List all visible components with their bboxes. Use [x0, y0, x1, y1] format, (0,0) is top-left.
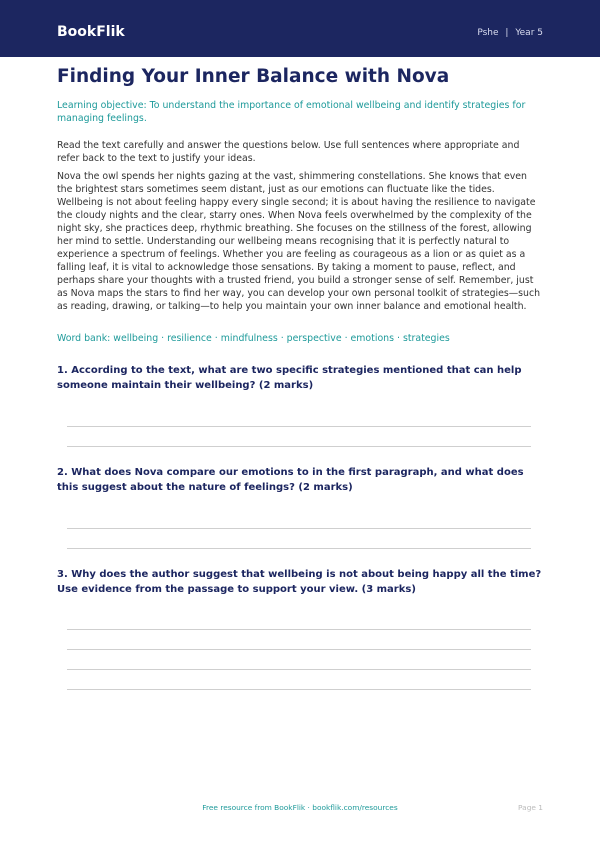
subject-label: Pshe [477, 28, 499, 38]
question-2: 2. What does Nova compare our emotions to in the first paragraph, and what does this suggest about the nature of feelings? (2 marks) [57, 467, 524, 493]
footer-resource-link[interactable]: Free resource from BookFlik · bookflik.com/resources [202, 803, 398, 812]
answer-line[interactable] [67, 548, 531, 549]
reading-passage: Nova the owl spends her nights gazing at the vast, shimmering constellations. She knows that even the brightest stars sometimes seem distant, just as our emotions can fluctuate like the tides. Wellbeing is not about feeling happy every single second; it is about having the resilience to navigate the cloudy nights and the clear, starry ones. When Nova feels overwhelmed by the complexity of the night sky, she practices deep, rhythmic breathing. She focuses on the stillness of the forest, allowing her mind to settle. Understanding our wellbeing means recognising that it is perfectly natural to experience a spectrum of feelings. Whether you are feeling as courageous as a lion or as quiet as a falling leaf, it is vital to acknowledge those sensations. By taking a moment to pause, reflect, and perhaps share your thoughts with a trusted friend, you build a stronger sense of self. Remember, just as Nova maps the stars to find her way, you can develop your own personal toolkit of strategies—such as reading, drawing, or talking—to help you maintain your own inner balance and emotional health. [57, 171, 541, 312]
answer-line[interactable] [67, 649, 531, 650]
page-number: Page 1 [518, 803, 543, 812]
instructions: Read the text carefully and answer the questions below. Use full sentences where appropriate and refer back to the text to justify your ideas. [57, 140, 520, 164]
learning-objective: Learning objective: To understand the importance of emotional wellbeing and identify strategies for managing feelings. [57, 100, 526, 124]
answer-line[interactable] [67, 669, 531, 670]
page-title: Finding Your Inner Balance with Nova [57, 66, 450, 87]
answer-line[interactable] [67, 446, 531, 447]
question-3: 3. Why does the author suggest that wellbeing is not about being happy all the time? Use evidence from the passage to support your view. (3 marks) [57, 569, 542, 595]
question-1: 1. According to the text, what are two specific strategies mentioned that can help someone maintain their wellbeing? (2 marks) [57, 365, 522, 391]
answer-line[interactable] [67, 629, 531, 630]
header-bar [0, 0, 600, 57]
year-label: Year 5 [515, 28, 543, 38]
meta-separator: | [505, 28, 509, 38]
brand-logo[interactable]: BookFlik [57, 24, 125, 40]
word-bank: Word bank: wellbeing · resilience · mindfulness · perspective · emotions · strategies [57, 333, 450, 344]
answer-line[interactable] [67, 689, 531, 690]
answer-line[interactable] [67, 528, 531, 529]
answer-line[interactable] [67, 426, 531, 427]
subject-year-label [477, 26, 543, 40]
